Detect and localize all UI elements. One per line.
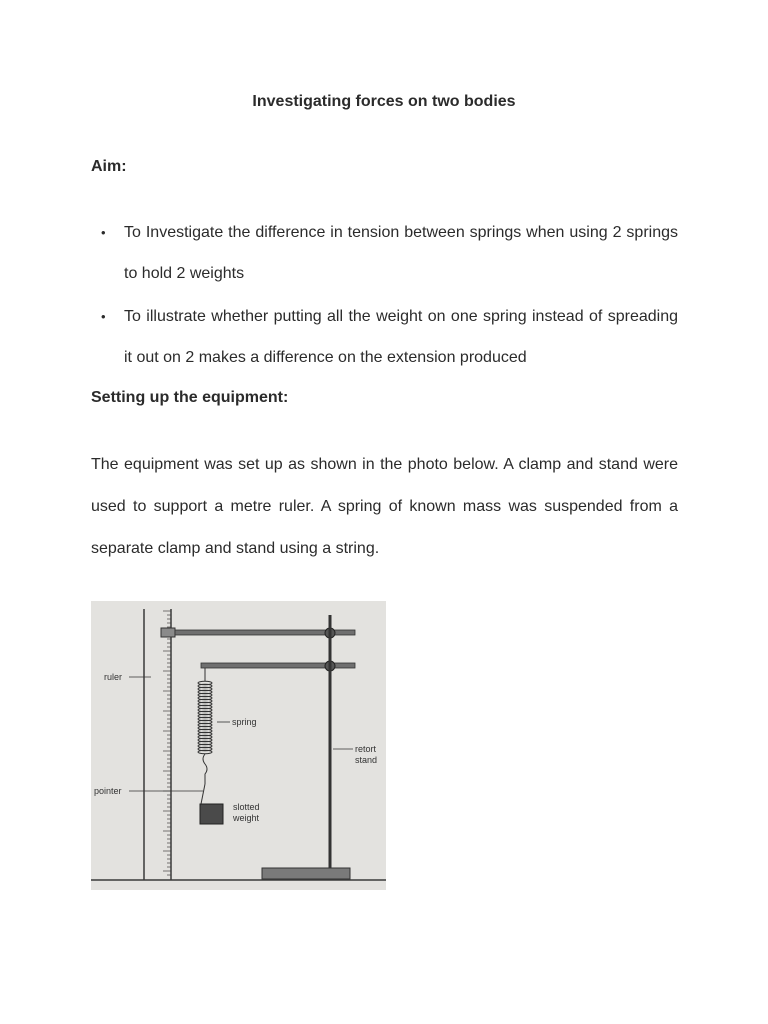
page-title: Investigating forces on two bodies xyxy=(252,93,516,110)
ruler-label: ruler xyxy=(104,672,123,682)
aim-bullet-text: To Investigate the difference in tension between springs when using 2 springs to hold 2 weights xyxy=(124,224,678,282)
pointer-label: pointer xyxy=(94,786,122,796)
aim-heading: Aim: xyxy=(91,158,127,175)
apparatus-diagram xyxy=(91,601,386,890)
weight-hanger xyxy=(201,784,205,804)
retort-stand-base xyxy=(262,868,350,879)
bullet-icon: • xyxy=(101,225,106,240)
spring xyxy=(198,681,212,754)
aim-bullet-text: To illustrate whether putting all the weight on one spring instead of spreading it out on 2 makes a difference on the extension produced xyxy=(124,308,678,366)
setup-heading: Setting up the equipment: xyxy=(91,389,289,406)
slotted-weight xyxy=(200,804,223,824)
ruler-clamp xyxy=(161,628,175,637)
apparatus-figure xyxy=(91,601,386,890)
retort-stand-label-line2: stand xyxy=(355,755,378,765)
retort-stand-label-line1: retort xyxy=(355,744,377,754)
slotted-weight-label-line2: weight xyxy=(233,813,260,823)
setup-paragraph: The equipment was set up as shown in the photo below. A clamp and stand were used to support a metre ruler. A spring of known mass was suspended from a separate clamp and stand using a string. xyxy=(91,456,678,557)
aim-bullet-item xyxy=(91,212,678,294)
spring-hook xyxy=(203,754,207,784)
ruler-scale xyxy=(163,611,171,875)
spring-label: spring xyxy=(232,717,257,727)
slotted-weight-label-line1: slotted xyxy=(233,802,260,812)
aim-bullet-item xyxy=(91,296,678,378)
bullet-icon: • xyxy=(101,309,106,324)
